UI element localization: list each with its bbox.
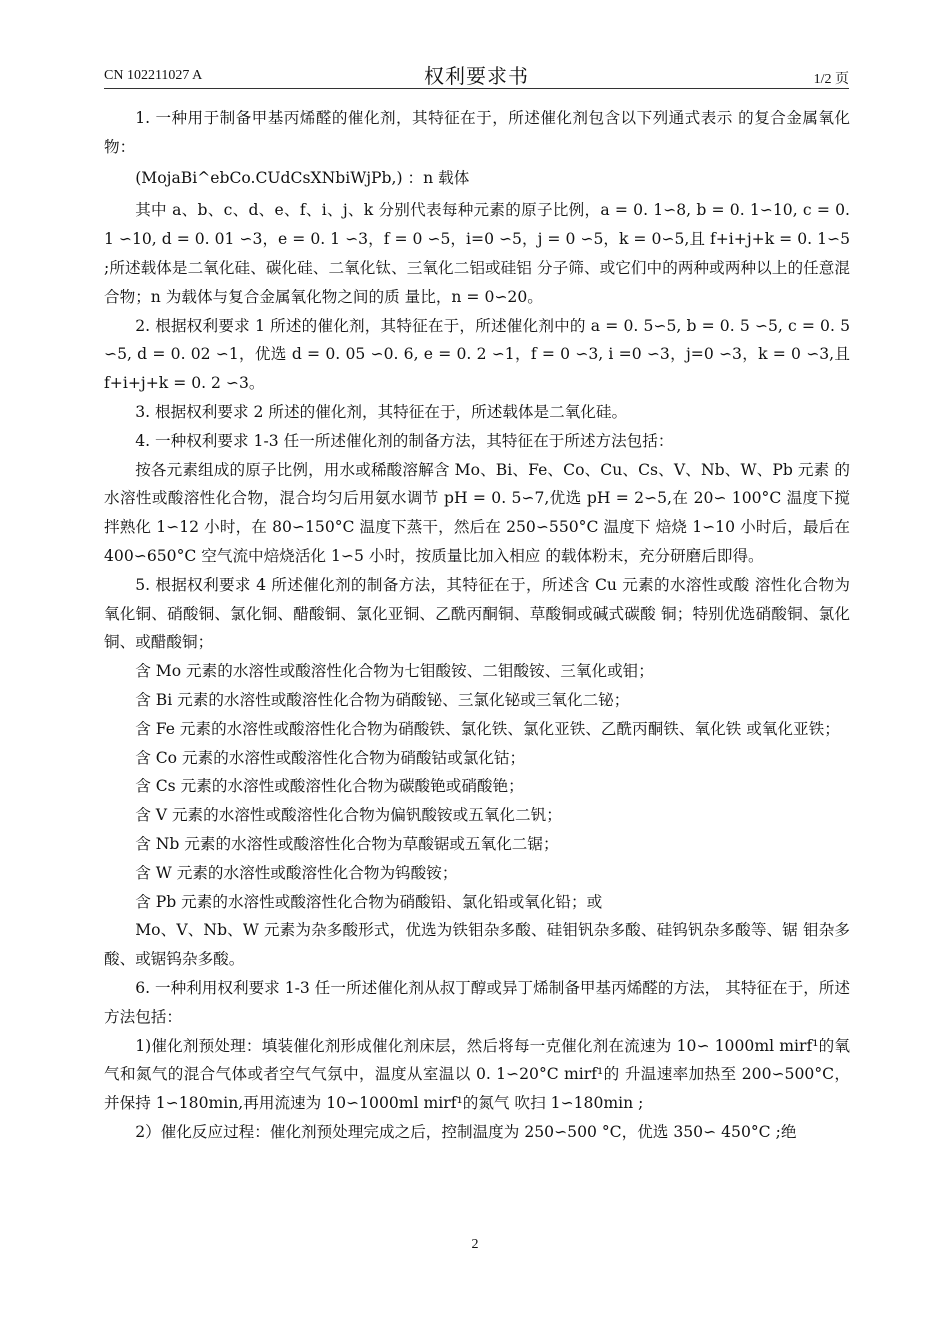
claim-5-fe: 含 Fe 元素的水溶性或酸溶性化合物为硝酸铁、氯化铁、氯化亚铁、乙酰丙酮铁、氧化铁 或氧化亚铁； <box>135 719 840 738</box>
claim-5-co: 含 Co 元素的水溶性或酸溶性化合物为硝酸钴或氯化钴； <box>135 748 526 767</box>
claim-4-intro: 4. 一种权利要求 1-3 任一所述催化剂的制备方法，其特征在于所述方法包括： <box>135 431 674 450</box>
claim-5-cu: 5. 根据权利要求 4 所述催化剂的制备方法，其特征在于，所述含 Cu 元素的水溶性或酸 溶性化合物为氧化铜、硝酸铜、氯化铜、醋酸铜、氯化亚铜、乙酰丙酮铜、草酸铜或碱式碳酸 铜；特别优选硝酸铜、氯化铜、或醋酸铜； <box>104 575 850 652</box>
page-indicator: 1/2 页 <box>813 72 849 87</box>
claim-5-nb: 含 Nb 元素的水溶性或酸溶性化合物为草酸锯或五氧化二锯； <box>135 834 559 853</box>
claim-2: 2. 根据权利要求 1 所述的催化剂，其特征在于，所述催化剂中的 a = 0. 5∽5, b = 0. 5 ∽5, c = 0. 5 ∽5, d = 0. 02 ∽1，优选 d = 0. 05 ∽0. 6, e = 0. 2 ∽1，f = 0 ∽3, i =0 ∽3，j=0 ∽3，k = 0 ∽3,且 f+i+j+k = 0. 2 ∽3。 <box>104 316 850 393</box>
claim-5-mo: 含 Mo 元素的水溶性或酸溶性化合物为七钼酸铵、二钼酸铵、三氧化或钼； <box>135 662 654 681</box>
claim-1-definitions: 其中 a、b、c、d、e、f、i、j、k 分别代表每种元素的原子比例，a = 0. 1∽8, b = 0. 1∽10, c = 0. 1 ∽10, d = 0. 01 ∽3，e = 0. 1 ∽3，f = 0 ∽5，i=0 ∽5，j = 0 ∽5，k = 0∽5,且 f+i+j+k = 0. 1∽5 ;所述载体是二氧化硅、碳化硅、二氧化钛、三氧化二铝或硅铝 分子筛、或它们中的两种或两种以上的任意混合物；n 为载体与复合金属氧化物之间的质 量比，n = 0∽20。 <box>104 201 850 306</box>
claim-5-heteropoly: Mo、V、Nb、W 元素为杂多酸形式，优选为铁钼杂多酸、硅钼钒杂多酸、硅钨钒杂多酸等、锯 钼杂多酸、或锯钨杂多酸。 <box>104 921 850 969</box>
claim-5-pb: 含 Pb 元素的水溶性或酸溶性化合物为硝酸铅、氯化铅或氧化铅；或 <box>135 892 603 911</box>
claim-6-intro: 6. 一种利用权利要求 1-3 任一所述催化剂从叔丁醇或异丁烯制备甲基丙烯醛的方法， 其特征在于，所述方法包括： <box>104 978 850 1026</box>
claim-3: 3. 根据权利要求 2 所述的催化剂，其特征在于，所述载体是二氧化硅。 <box>135 402 628 421</box>
claim-5-cs: 含 Cs 元素的水溶性或酸溶性化合物为碳酸铯或硝酸铯； <box>135 777 524 796</box>
claim-4-method: 按各元素组成的原子比例，用水或稀酸溶解含 Mo、Bi、Fe、Co、Cu、Cs、V、Nb、W、Pb 元素 的水溶性或酸溶性化合物，混合均匀后用氨水调节 pH = 0. 5∽7,优选 pH = 2∽5,在 20∽ 100°C 温度下搅拌熟化 1∽12 小时，在 80∽150°C 温度下蒸干，然后在 250∽550°C 温度下 焙烧 1∽10 小时后，最后在 400∽650°C 空气流中焙烧活化 1∽5 小时，按质量比加入相应 的载体粉末，充分研磨后即得。 <box>104 460 850 565</box>
page-header <box>104 58 849 89</box>
document-title: 权利要求书 <box>424 64 529 88</box>
page-number: 2 <box>471 1237 479 1252</box>
claim-5-w: 含 W 元素的水溶性或酸溶性化合物为钨酸铵； <box>135 863 458 882</box>
claim-1-intro: 1. 一种用于制备甲基丙烯醛的催化剂，其特征在于，所述催化剂包含以下列通式表示 的复合金属氧化物： <box>104 109 850 156</box>
claim-5-v: 含 V 元素的水溶性或酸溶性化合物为偏钒酸铵或五氧化二钒； <box>135 806 562 825</box>
general-formula: (MojaBi^ebCo.CUdCsXNbiWjPb,) ：n 载体 <box>135 168 470 187</box>
claim-6-step-1: 1)催化剂预处理：填装催化剂形成催化剂床层，然后将每一克催化剂在流速为 10∽ 1000ml mirf¹的氧气和氮气的混合气体或者空气气氛中，温度从室温以 0. 1∽20°C mirf¹的 升温速率加热至 200∽500°C，并保持 1∽180min,再用流速为 10∽1000ml mirf¹的氮气 吹扫 1∽180min ; <box>104 1036 850 1113</box>
claim-6-step-2: 2）催化反应过程：催化剂预处理完成之后，控制温度为 250∽500 °C，优选 350∽ 450°C ;绝 <box>135 1122 797 1141</box>
claim-5-bi: 含 Bi 元素的水溶性或酸溶性化合物为硝酸铋、三氯化铋或三氧化二铋； <box>135 690 630 709</box>
claims-body <box>104 104 850 1147</box>
patent-number: CN 102211027 A <box>104 68 203 83</box>
